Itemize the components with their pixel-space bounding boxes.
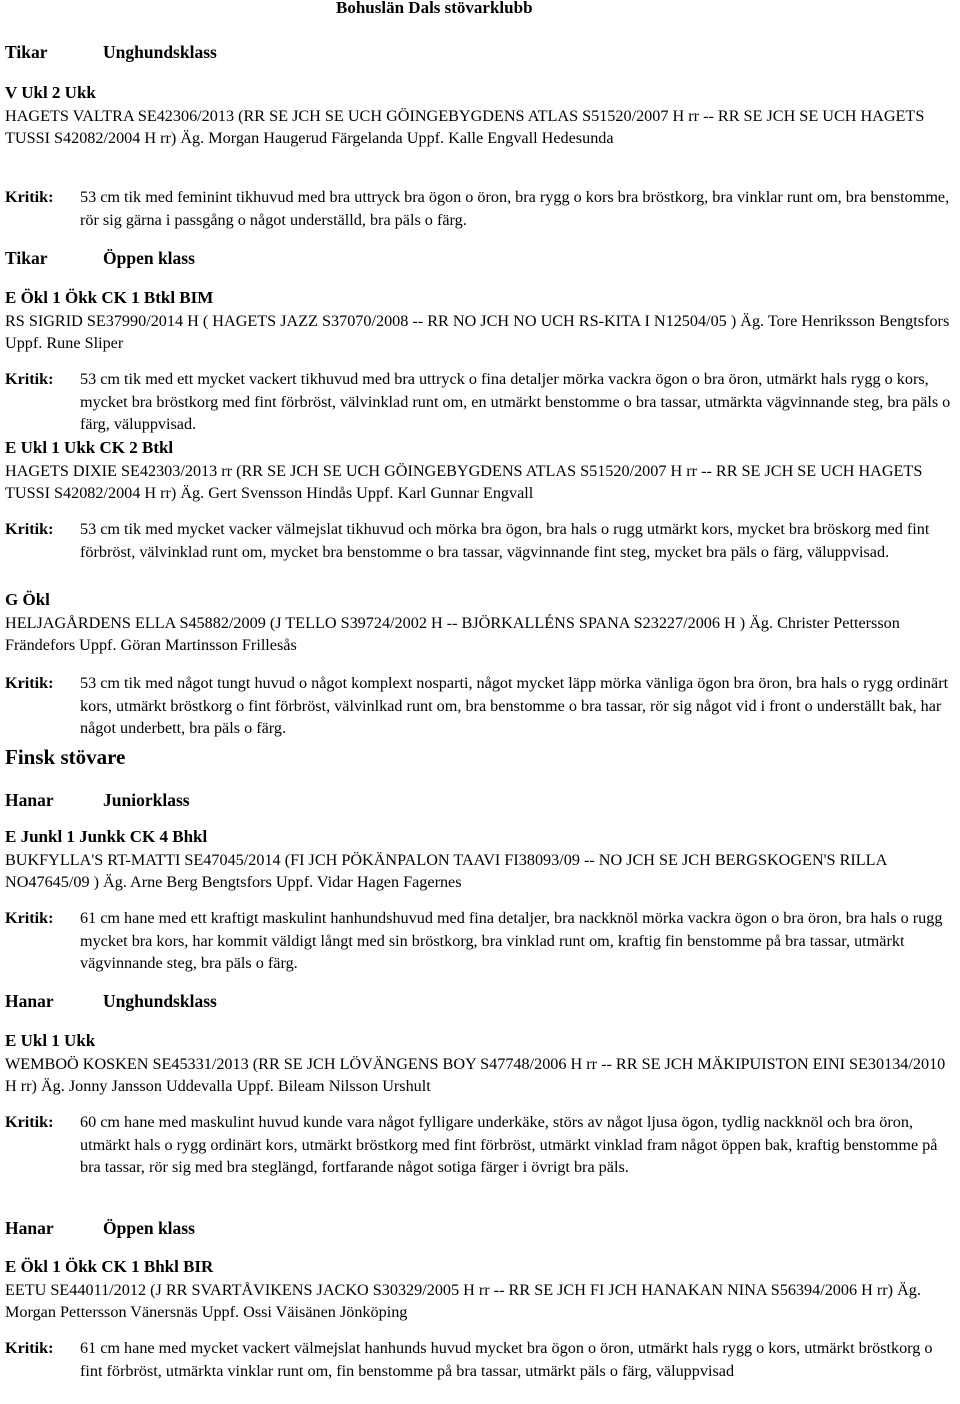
kritik-label: Kritik: <box>5 520 54 538</box>
entry-dog-details: HAGETS VALTRA SE42306/2013 (RR SE JCH SE UCH GÖINGEBYGDENS ATLAS S51520/2007 H rr -- RR SE JCH SE UCH HAGETS TUSSI S42082/2004 H rr) Äg. Morgan Haugerud Färgelanda Uppf. Kalle Engvall Hedesunda <box>5 106 925 147</box>
kritik-label: Kritik: <box>5 674 54 692</box>
section-class: Öppen klass <box>103 1218 195 1238</box>
entry-result: E Ukl 1 Ukk <box>5 1031 96 1050</box>
section-heading-tikar-oppen-klass <box>5 247 195 270</box>
critique-block <box>5 518 955 563</box>
section-class: Unghundsklass <box>103 42 217 62</box>
dog-entry-heljagardens-ella <box>5 589 957 657</box>
section-sex: Tikar <box>5 248 48 268</box>
section-sex: Hanar <box>5 1218 54 1238</box>
section-heading-hanar-juniorklass <box>5 789 190 812</box>
kritik-label: Kritik: <box>5 370 54 388</box>
entry-result: V Ukl 2 Ukk <box>5 83 96 102</box>
section-class: Juniorklass <box>103 790 190 810</box>
section-sex: Tikar <box>5 42 48 62</box>
dog-entry-eetu <box>5 1256 957 1324</box>
kritik-label: Kritik: <box>5 1339 54 1357</box>
entry-dog-details: HELJAGÅRDENS ELLA S45882/2009 (J TELLO S39724/2002 H -- BJÖRKALLÉNS SPANA S23227/2006 H ) Äg. Christer Pettersson Frändefors Uppf. Göran Martinsson Frillesås <box>5 613 900 654</box>
entry-result: E Ökl 1 Ökk CK 1 Bhkl BIR <box>5 1257 214 1276</box>
section-heading-tikar-unghundsklass <box>5 41 217 64</box>
entry-result: E Ökl 1 Ökk CK 1 Btkl BIM <box>5 288 214 307</box>
critique-text: 53 cm tik med feminint tikhuvud med bra uttryck bra ögon o öron, bra rygg o kors bra bröstkorg, bra vinklar runt om, bra benstomme, rör sig gärna i passgång o något underställd, bra päls o färg. <box>80 188 950 229</box>
critique-block <box>5 186 955 231</box>
entry-result: G Ökl <box>5 590 50 609</box>
critique-block <box>5 368 955 436</box>
dog-entry-wemboo-kosken <box>5 1030 957 1098</box>
critique-block <box>5 1111 955 1179</box>
critique-text: 60 cm hane med maskulint huvud kunde vara något fylligare underkäke, störs av något ljusa ögon, tydlig nackknöl och bra öron, utmärkt hals o rygg ordinärt kors, utmärkt bröstkorg med fint förbröst, utmärkt vinklad fram något öppen bak, kraftig benstomme på bra tassar, rör sig med bra steglängd, fortfarande något sotiga färger i övrigt bra päls. <box>80 1113 938 1176</box>
kritik-label: Kritik: <box>5 188 54 206</box>
breed-heading: Finsk stövare <box>5 745 126 769</box>
section-heading-hanar-oppen-klass <box>5 1217 195 1240</box>
section-sex: Hanar <box>5 790 54 810</box>
section-class: Öppen klass <box>103 248 195 268</box>
entry-dog-details: HAGETS DIXIE SE42303/2013 rr (RR SE JCH SE UCH GÖINGEBYGDENS ATLAS S51520/2007 H rr -- RR SE JCH SE UCH HAGETS TUSSI S42082/2004 H rr) Äg. Gert Svensson Hindås Uppf. Karl Gunnar Engvall <box>5 461 923 502</box>
critique-block <box>5 672 955 740</box>
entry-result: E Junkl 1 Junkk CK 4 Bhkl <box>5 827 208 846</box>
section-class: Unghundsklass <box>103 991 217 1011</box>
dog-entry-rs-sigrid <box>5 287 957 355</box>
entry-dog-details: RS SIGRID SE37990/2014 H ( HAGETS JAZZ S37070/2008 -- RR NO JCH NO UCH RS-KITA I N12504/05 ) Äg. Tore Henriksson Bengtsfors Uppf. Rune Sliper <box>5 311 950 352</box>
critique-block <box>5 1337 955 1382</box>
entry-dog-details: BUKFYLLA'S RT-MATTI SE47045/2014 (FI JCH PÖKÄNPALON TAAVI FI38093/09 -- NO JCH SE JCH BERGSKOGEN'S RILLA NO47645/09 ) Äg. Arne Berg Bengtsfors Uppf. Vidar Hagen Fagernes <box>5 850 887 891</box>
kritik-label: Kritik: <box>5 909 54 927</box>
critique-text: 53 cm tik med mycket vacker välmejslat tikhuvud och mörka bra ögon, bra hals o rugg utmärkt kors, mycket bra bröskorg med fint förbröst, välvinklad runt om, mycket bra benstomme o bra tassar, vägvinnande fint steg, mycket bra päls o färg, väluppvisad. <box>80 520 930 561</box>
critique-text: 61 cm hane med ett kraftigt maskulint hanhundshuvud med fina detaljer, bra nackknöl mörka vackra ögon o bra öron, bra hals o rugg mycket bra kors, har kommit väldigt långt med sin bröstkorg, bra vinklad runt om, kraftig fin benstomme på bra tassar, utmärkt vägvinnande steg, bra päls o färg. <box>80 909 943 972</box>
critique-text: 61 cm hane med mycket vackert välmejslat hanhunds huvud mycket bra ögon o öron, utmärkt hals rygg o kors, utmärkt bröstkorg o fint förbröst, utmärkta vinklar runt om, fin benstomme på bra tassar, utmärkt päls o färg, väluppvisad <box>80 1339 933 1380</box>
dog-entry-hagets-dixie <box>5 437 957 505</box>
section-sex: Hanar <box>5 991 54 1011</box>
entry-dog-details: WEMBOÖ KOSKEN SE45331/2013 (RR SE JCH LÖVÄNGENS BOY S47748/2006 H rr -- RR SE JCH MÄKIPUISTON EINI SE30134/2010 H rr) Äg. Jonny Jansson Uddevalla Uppf. Bileam Nilsson Urshult <box>5 1054 946 1095</box>
dog-entry-bukfyllas-rt-matti <box>5 826 957 894</box>
entry-dog-details: EETU SE44011/2012 (J RR SVARTÅVIKENS JACKO S30329/2005 H rr -- RR SE JCH FI JCH HANAKAN NINA S56394/2006 H rr) Äg. Morgan Pettersson Vänersnäs Uppf. Ossi Väisänen Jönköping <box>5 1280 921 1321</box>
section-heading-hanar-unghundsklass <box>5 990 217 1013</box>
critique-text: 53 cm tik med ett mycket vackert tikhuvud med bra uttryck o fina detaljer mörka vackra ögon o bra öron, utmärkt hals rygg o kors, mycket bra bröstkorg med fint förbröst, välvinklad runt om, en utmärkt benstomme o bra tassar, utmärkta vägvinnande steg, bra päls o färg, väluppvisad. <box>80 370 951 433</box>
critique-text: 53 cm tik med något tungt huvud o något komplext nosparti, något mycket läpp mörka vänliga ögon bra öron, bra hals o rygg ordinärt kors, utmärkt bröstkorg o fint förbröst, välvinlkad runt om, bra benstomme o bra tassar, rör sig något vid i front o underställt bak, har något underbett, bra päls o färg. <box>80 674 949 737</box>
kritik-label: Kritik: <box>5 1113 54 1131</box>
critique-block <box>5 907 955 975</box>
entry-result: E Ukl 1 Ukk CK 2 Btkl <box>5 438 174 457</box>
club-title: Bohuslän Dals stövarklubb <box>336 0 533 17</box>
dog-entry-hagets-valtra <box>5 82 957 150</box>
